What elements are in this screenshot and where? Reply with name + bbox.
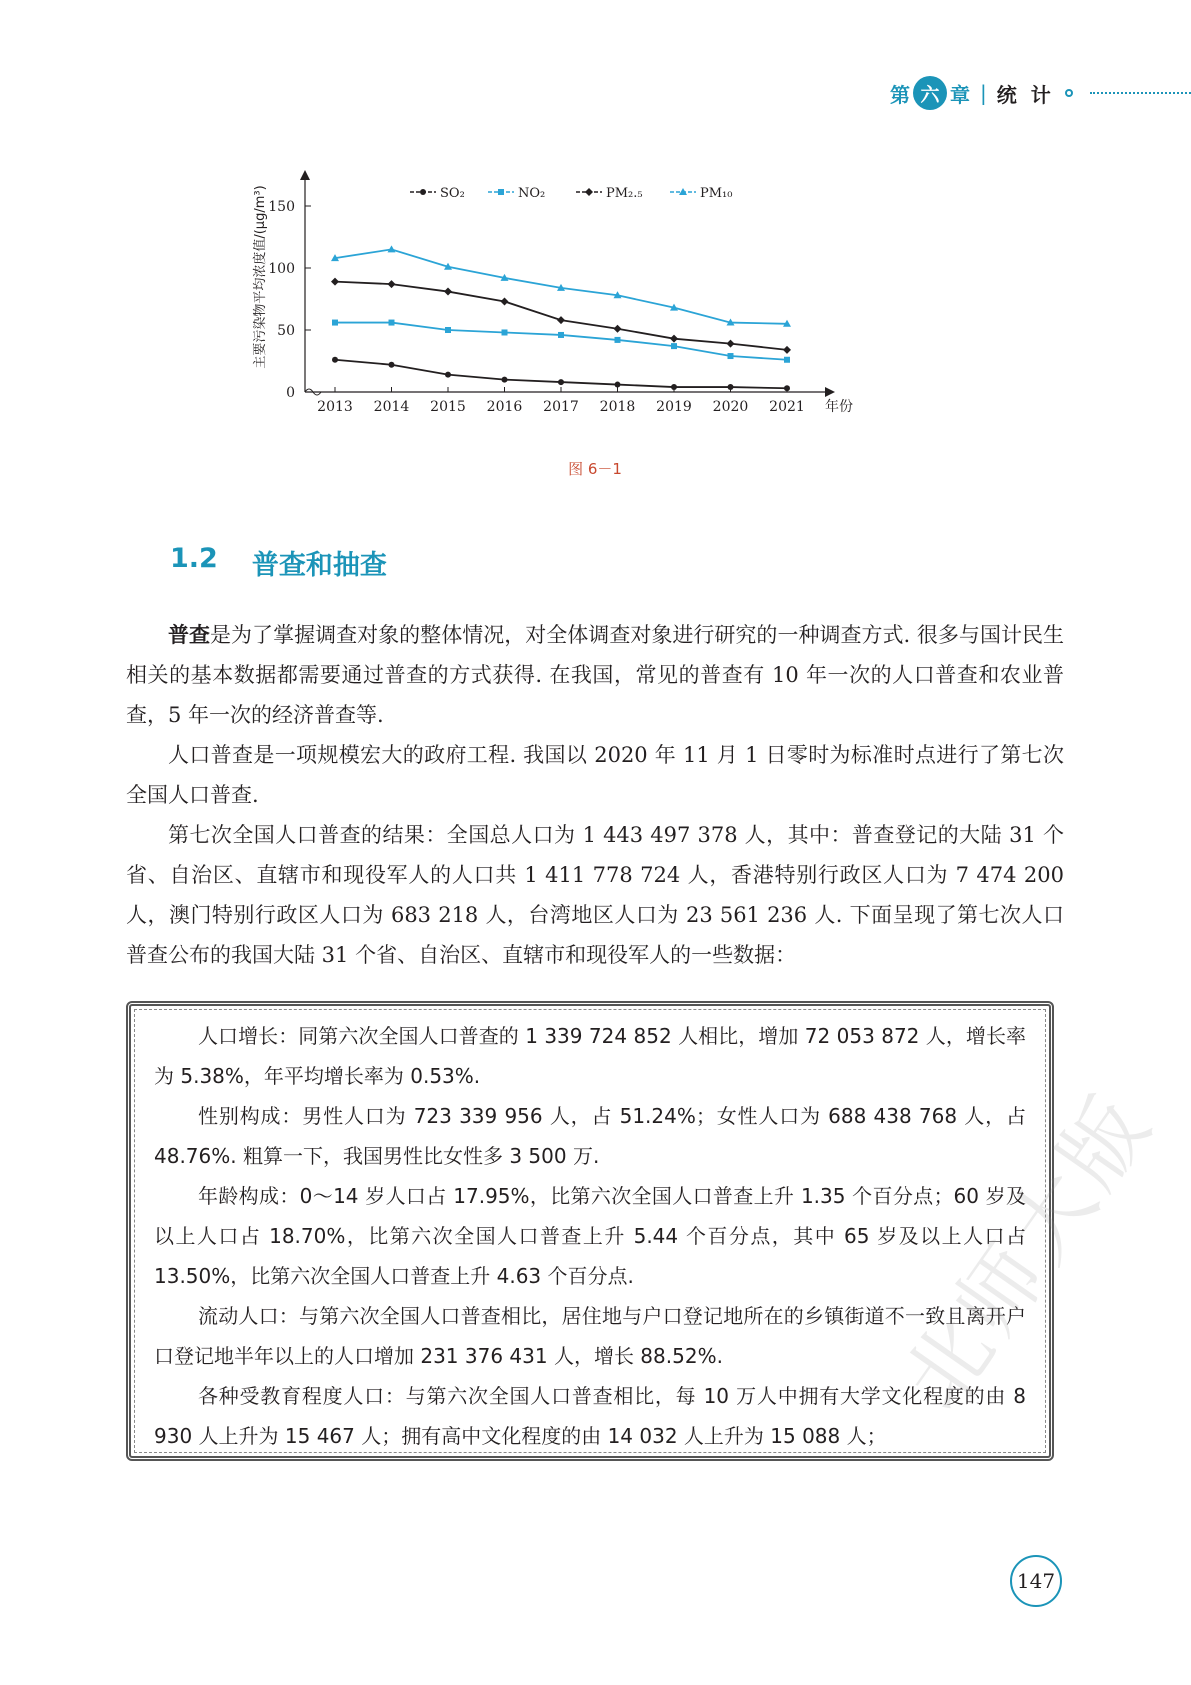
data-point: [671, 384, 677, 390]
legend-marker: [498, 189, 504, 195]
legend-label: PM₁₀: [700, 186, 733, 201]
data-point: [615, 382, 621, 388]
x-tick-label: 2016: [486, 399, 523, 415]
data-point: [784, 357, 790, 363]
data-point: [558, 379, 564, 385]
data-point: [783, 346, 791, 354]
section-heading: [170, 543, 387, 582]
publisher-watermark: 北师大版: [884, 1075, 1172, 1427]
data-point: [332, 320, 338, 326]
data-point: [557, 316, 565, 324]
header-dotted-rule: [1090, 92, 1191, 94]
data-point: [728, 384, 734, 390]
paragraph-census-results: 第七次全国人口普查的结果：全国总人口为 1 443 497 378 人，其中：普查登记的大陆 31 个省、自治区、直辖市和现役军人的人口共 1 411 778 724 人，香港特别行政区人口为 7 474 200 人，澳门特别行政区人口为 683 218 人，台湾地区人口为 23 561 236 人. 下面呈现了第七次人口普查公布的我国大陆 31 个省、自治区、直辖市和现役军人的一些数据：: [126, 823, 1064, 967]
section-title: 普查和抽查: [251, 550, 387, 581]
x-tick-label: 2013: [317, 399, 353, 415]
paragraph-text: 是为了掌握调查对象的整体情况，对全体调查对象进行研究的一种调查方式. 很多与国计民生相关的基本数据都需要通过普查的方式获得. 在我国，常见的普查有 10 年一次的人口普查和农业普查，5 年一次的经济普查等.: [126, 623, 1064, 727]
legend-label: PM₂.₅: [606, 186, 643, 201]
data-point: [388, 245, 396, 252]
page-number: 147: [1010, 1555, 1062, 1607]
data-point: [671, 343, 677, 349]
x-tick-label: 2020: [712, 399, 749, 415]
series-line: [335, 323, 787, 360]
data-point: [727, 340, 735, 348]
chapter-number-badge: 六: [913, 76, 947, 110]
legend-marker: [420, 189, 426, 195]
data-point: [389, 362, 395, 368]
legend-label: NO₂: [518, 186, 546, 201]
box-floating-population: 流动人口：与第六次全国人口普查相比，居住地与户口登记地所在的乡镇街道不一致且离开户口登记地半年以上的人口增加 231 376 431 人，增长 88.52%.: [154, 1304, 1026, 1368]
y-tick-label: 150: [268, 199, 295, 215]
legend-label: SO₂: [440, 186, 465, 201]
chapter-suffix: 章: [950, 82, 970, 107]
pollutant-line-chart: [240, 170, 880, 450]
y-axis-label: 主要污染物平均浓度值/(μg/m³): [253, 185, 268, 369]
x-tick-label: 2017: [543, 399, 579, 415]
box-population-growth: 人口增长：同第六次全国人口普查的 1 339 724 852 人相比，增加 72 053 872 人，增长率为 5.38%，年平均增长率为 0.53%.: [154, 1024, 1026, 1088]
chapter-header: [890, 76, 1073, 110]
x-axis-arrow: [825, 387, 835, 397]
legend-marker: [585, 188, 593, 196]
figure-caption: 图 6－1: [568, 460, 622, 478]
x-tick-label: 2014: [373, 399, 410, 415]
body-text: [126, 615, 1064, 975]
box-education-level: 各种受教育程度人口：与第六次全国人口普查相比，每 10 万人中拥有大学文化程度的由 8 930 人上升为 15 467 人；拥有高中文化程度的由 14 032 人上升为 15 088 人；: [154, 1384, 1026, 1448]
data-point: [444, 288, 452, 296]
chapter-title: 统计: [996, 82, 1065, 107]
x-tick-label: 2019: [656, 399, 692, 415]
series-line: [335, 282, 787, 350]
data-point: [445, 327, 451, 333]
data-point: [331, 278, 339, 286]
y-axis-arrow: [300, 170, 310, 180]
data-point: [614, 325, 622, 333]
paragraph-census-definition: [126, 615, 1064, 735]
x-tick-label: 2015: [430, 399, 466, 415]
data-point: [332, 357, 338, 363]
data-point: [502, 329, 508, 335]
data-point: [445, 372, 451, 378]
x-tick-label: 2018: [599, 399, 636, 415]
header-dot-icon: [1065, 89, 1073, 97]
y-tick-label: 50: [277, 323, 295, 339]
section-number: 1.2: [170, 543, 218, 574]
paragraph-census-intro: 人口普查是一项规模宏大的政府工程. 我国以 2020 年 11 月 1 日零时为标准时点进行了第七次全国人口普查.: [126, 743, 1064, 807]
x-tick-label: 2021: [769, 399, 805, 415]
chapter-prefix: 第: [890, 82, 910, 107]
y-tick-label: 100: [268, 261, 295, 277]
data-point: [784, 385, 790, 391]
data-point: [670, 335, 678, 343]
data-point: [502, 377, 508, 383]
data-point: [558, 332, 564, 338]
term-census: 普查: [168, 622, 211, 647]
box-gender-composition: 性别构成：男性人口为 723 339 956 人，占 51.24%；女性人口为 688 438 768 人，占 48.76%. 粗算一下，我国男性比女性多 3 500 万.: [154, 1104, 1026, 1168]
census-data-box: [154, 1016, 1026, 1456]
chapter-separator: |: [980, 81, 987, 105]
data-point: [615, 337, 621, 343]
data-point: [388, 280, 396, 288]
data-point: [728, 353, 734, 359]
box-age-composition: 年龄构成：0～14 岁人口占 17.95%，比第六次全国人口普查上升 1.35 个百分点；60 岁及以上人口占 18.70%，比第六次全国人口普查上升 5.44 个百分点，其中 65 岁及以上人口占 13.50%，比第六次全国人口普查上升 4.63 个百分点.: [154, 1184, 1026, 1288]
y-tick-label: 0: [286, 385, 295, 401]
x-axis-label: 年份: [825, 399, 853, 415]
data-point: [501, 297, 509, 305]
data-point: [389, 320, 395, 326]
